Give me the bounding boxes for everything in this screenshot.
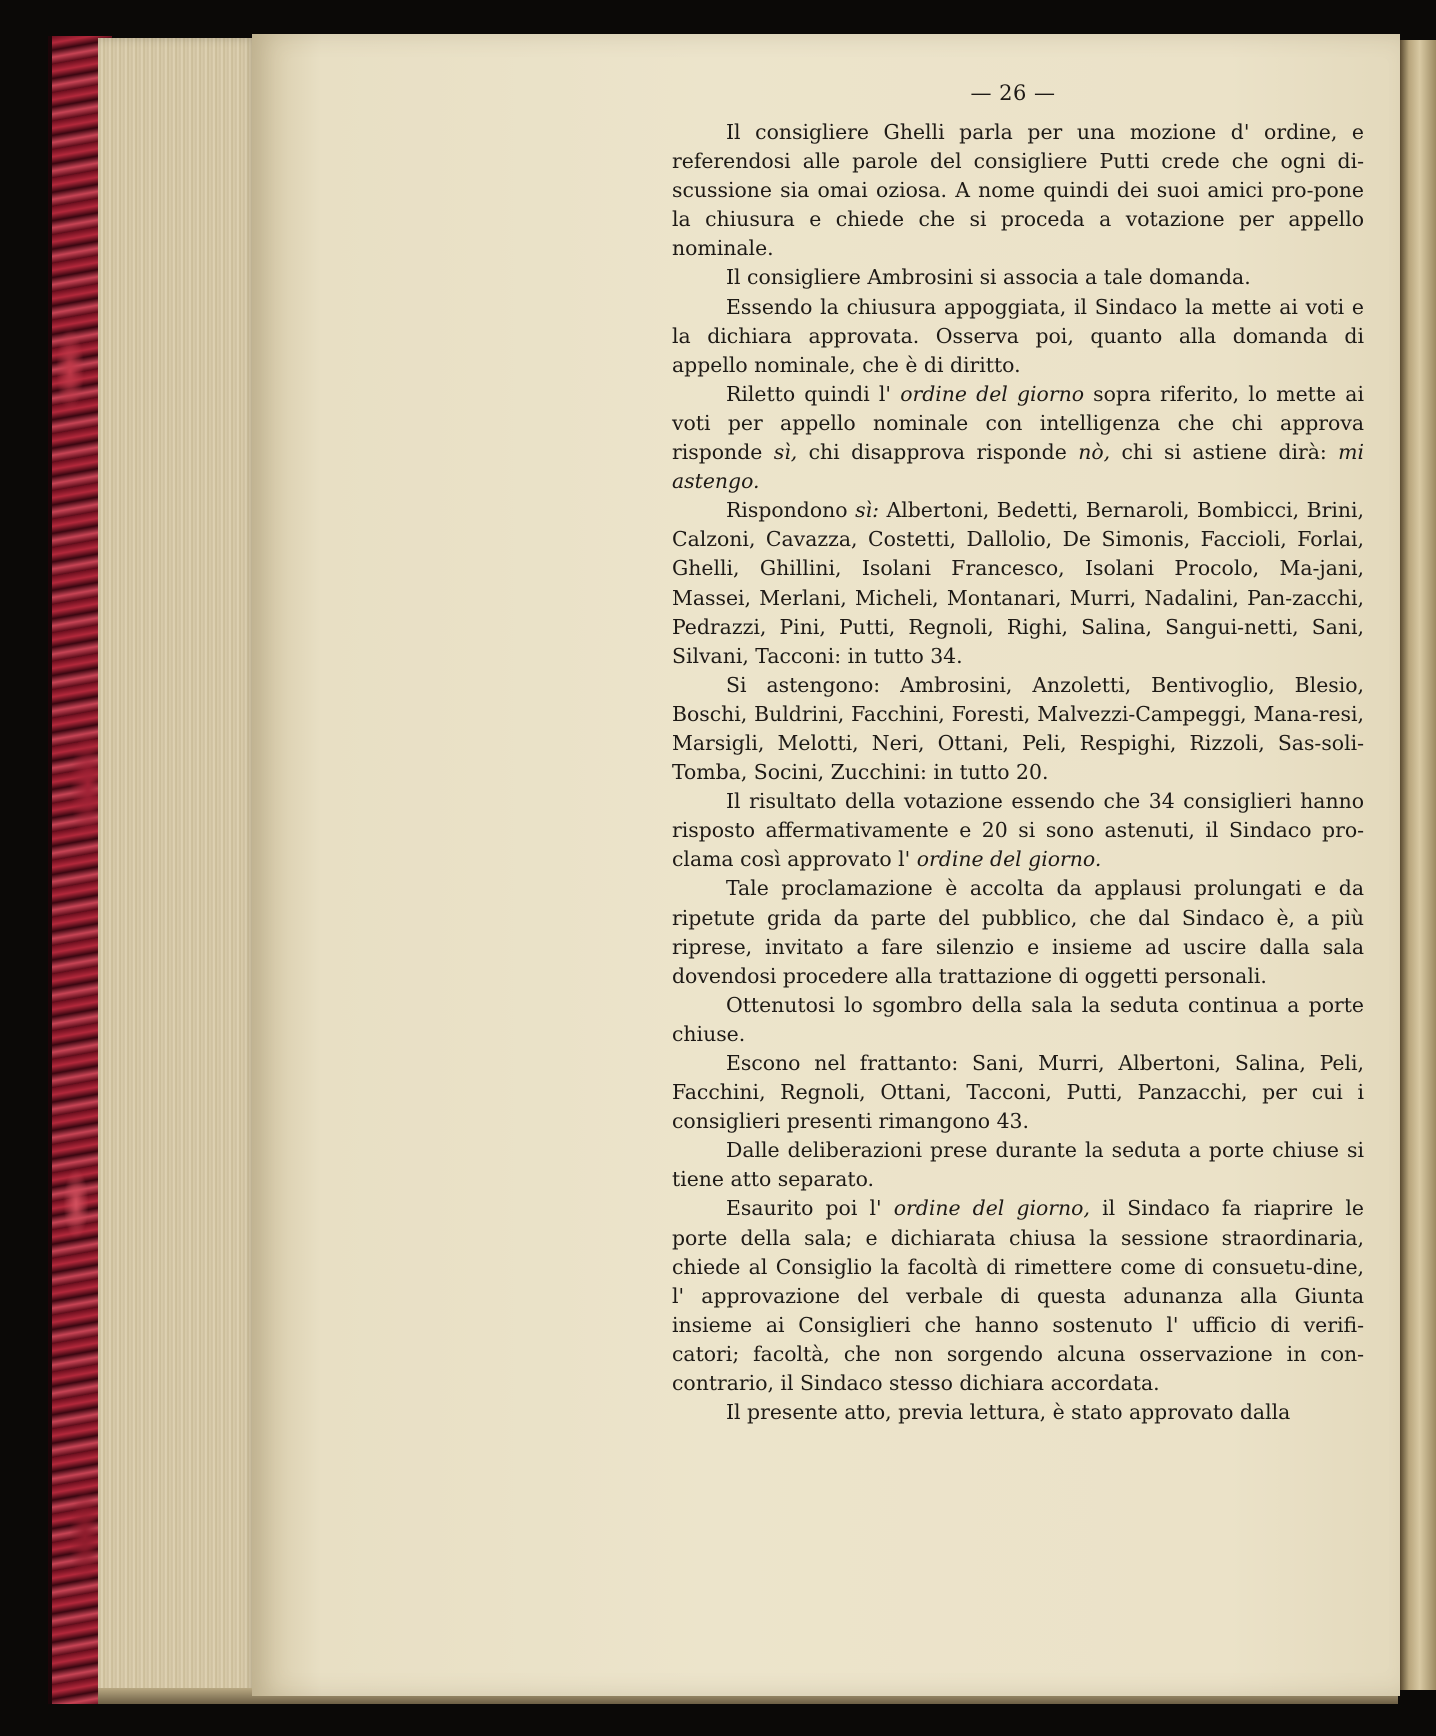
paragraph: [672, 1136, 1364, 1194]
body-text: [672, 118, 1364, 1427]
italic-text-run: ordine del giorno.: [916, 847, 1102, 872]
text-run: chi si astiene dirà:: [1110, 440, 1339, 465]
text-run: Ottenutosi lo sgombro della sala la seduta continua a porte chiuse.: [672, 992, 1364, 1046]
italic-text-run: sì:: [855, 498, 879, 523]
italic-text-run: mi astengo.: [672, 440, 1365, 494]
paragraph: [672, 787, 1364, 874]
text-run: Riletto quindi l': [726, 381, 901, 406]
paragraph: [672, 991, 1364, 1049]
text-run: Albertoni, Bedetti, Bernaroli, Bombicci, Brini, Calzoni, Cavazza, Costetti, Dallolio, De Simonis, Faccioli, Forlai, Ghelli, Ghillini, Isolani Francesco, Isolani Procolo, Ma-jani, Massei, Merlani, Micheli, Montanari, Murri, Nadalini, Pan-zacchi, Pedrazzi, Pini, Putti, Regnoli, Righi, Salina, Sangui-netti, Sani, Silvani, Tacconi: in tutto 34.: [672, 498, 1364, 668]
next-page-curl: [1400, 40, 1436, 1690]
text-run: Il risultato della votazione essendo che 34 consiglieri hanno risposto affermativamente e 20 si sono astenuti, il Sindaco pro-clama così approvato l': [672, 789, 1364, 872]
text-run: sopra riferito, lo mette ai voti per appello nominale con intelligenza che chi approva risponde: [672, 381, 1364, 465]
text-run: Escono nel frattanto: Sani, Murri, Albertoni, Salina, Peli, Facchini, Regnoli, Ottani, Tacconi, Putti, Panzacchi, per cui i consiglieri presenti rimangono 43.: [672, 1051, 1364, 1134]
italic-text-run: nò,: [1078, 440, 1111, 465]
paragraph: [672, 118, 1364, 263]
text-run: Essendo la chiusura appoggiata, il Sindaco la mette ai voti e la dichiara approvata. Osserva poi, quanto alla domanda di appello nominale, che è di diritto.: [672, 294, 1364, 377]
paragraph: [672, 874, 1364, 990]
text-run: Esaurito poi l': [726, 1196, 894, 1221]
paragraph: [672, 293, 1364, 380]
page-edges-stack: [98, 38, 258, 1700]
paragraph: [672, 263, 1364, 292]
italic-text-run: ordine del giorno,: [893, 1196, 1090, 1221]
text-run: Il presente atto, previa lettura, è stato approvato dalla: [726, 1400, 1291, 1425]
italic-text-run: sì,: [773, 440, 798, 465]
paragraph: [672, 1398, 1364, 1427]
paragraph: [672, 380, 1364, 496]
paragraph: [672, 671, 1364, 787]
page-number: — 26 —: [970, 81, 1056, 105]
text-run: Tale proclamazione è accolta da applausi prolungati e da ripetute grida da parte del pubblico, che dal Sindaco è, a più riprese, invitato a fare silenzio e insieme ad uscire dalla sala dovendosi procedere alla trattazione di oggetti personali.: [672, 876, 1364, 988]
paragraph: [672, 496, 1364, 671]
text-run: il Sindaco fa riaprire le porte della sala; e dichiarata chiusa la sessione straordinaria, chiede al Consiglio la facoltà di rimettere come di consuetu-dine, l' approvazione del verbale di questa adunanza alla Giunta insieme ai Consiglieri che hanno sostenuto l' ufficio di verifi-catori; facoltà, che non sorgendo alcuna osservazione in con-contrario, il Sindaco stesso dichiara accordata.: [672, 1196, 1364, 1396]
paragraph: [672, 1049, 1364, 1136]
page-text-block: [672, 78, 1364, 1427]
text-run: Dalle deliberazioni prese durante la seduta a porte chiuse si tiene atto separato.: [672, 1138, 1364, 1192]
text-run: Si astengono: Ambrosini, Anzoletti, Bentivoglio, Blesio, Boschi, Buldrini, Facchini, Foresti, Malvezzi-Campeggi, Mana-resi, Marsigli, Melotti, Neri, Ottani, Peli, Respighi, Rizzoli, Sas-soli-Tomba, Socini, Zucchini: in tutto 20.: [672, 672, 1364, 785]
text-run: Il consigliere Ambrosini si associa a tale domanda.: [726, 265, 1251, 290]
text-run: Rispondono: [726, 498, 856, 523]
paragraph: [672, 1194, 1364, 1398]
text-run: chi disapprova risponde: [797, 440, 1079, 465]
italic-text-run: ordine del giorno: [900, 381, 1084, 406]
text-run: Il consigliere Ghelli parla per una mozione d' ordine, e referendosi alle parole del consigliere Putti crede che ogni di-scussione sia omai oziosa. A nome quindi dei suoi amici pro-pone la chiusura e chiede che si proceda a votazione per appello nominale.: [672, 120, 1364, 261]
